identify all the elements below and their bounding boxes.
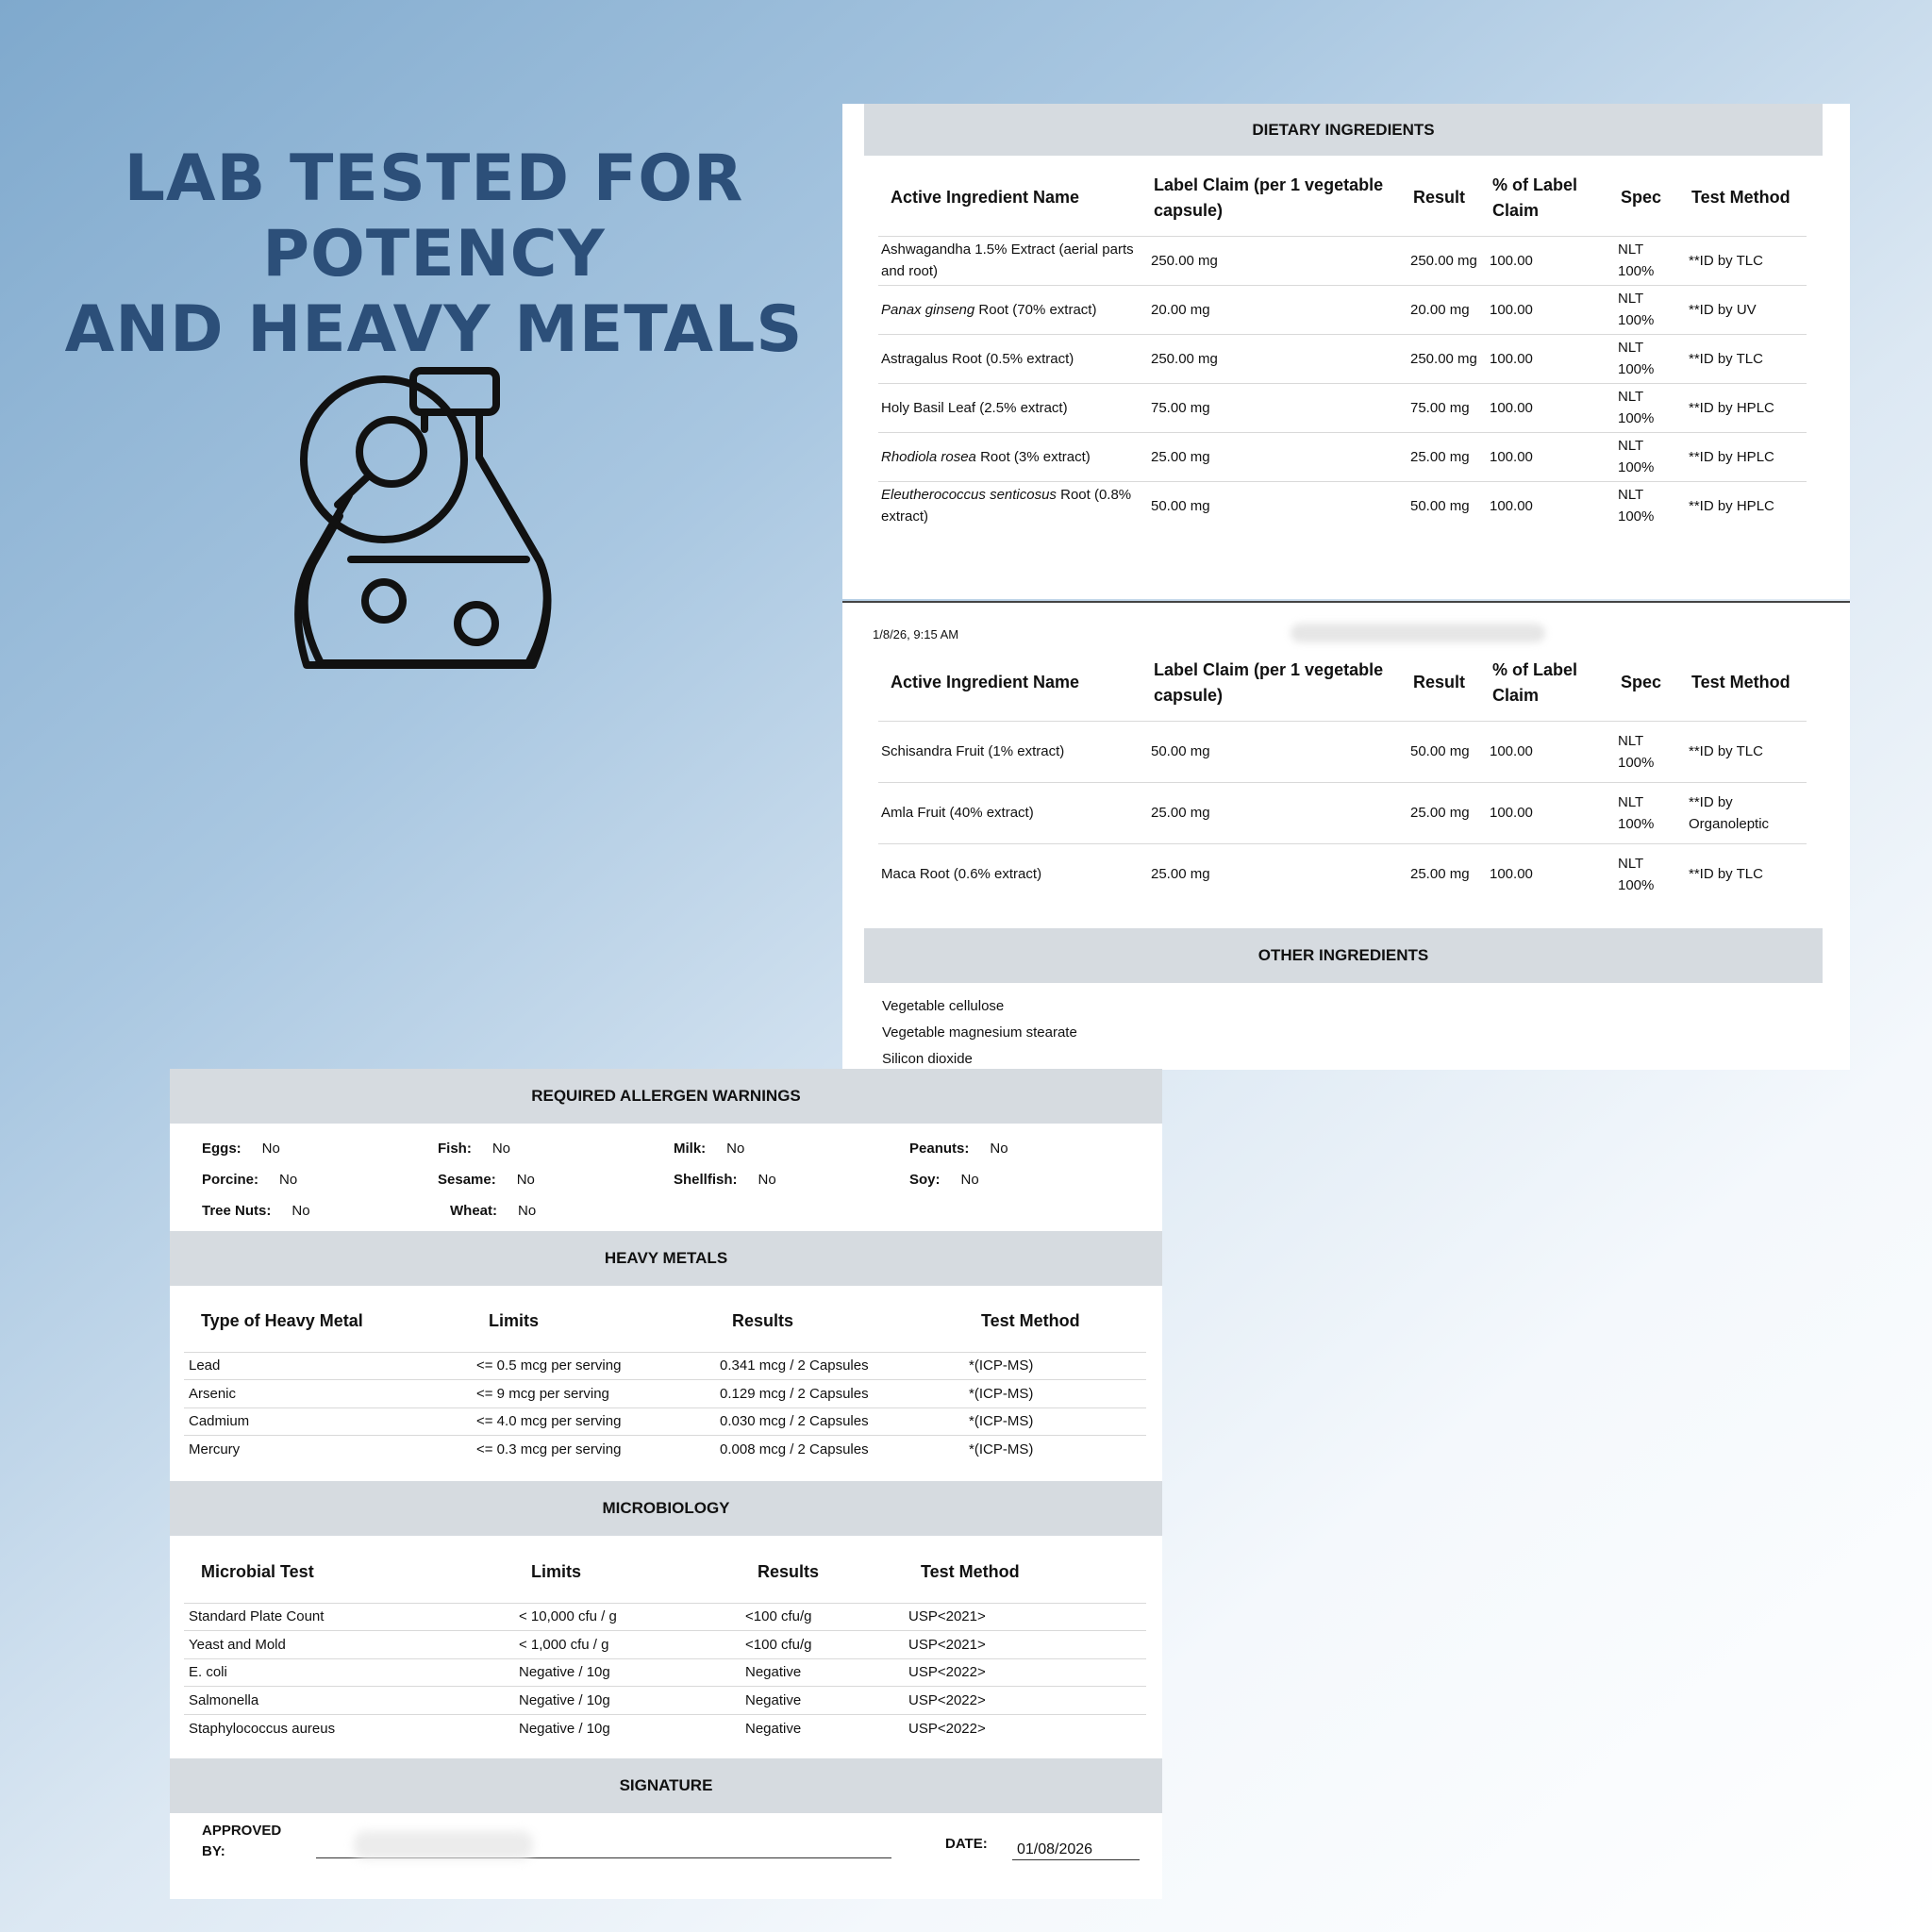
metal-result: 0.008 mcg / 2 Capsules	[720, 1441, 869, 1457]
test-method: **ID by TLC	[1686, 843, 1807, 905]
metal-result: 0.129 mcg / 2 Capsules	[715, 1380, 964, 1408]
col-header: Limits	[489, 1311, 540, 1331]
table-row	[184, 1436, 1146, 1464]
col-header: Results	[758, 1562, 820, 1582]
percent-claim: 100.00	[1487, 432, 1615, 481]
heavy-metals-header: HEAVY METALS	[170, 1231, 1162, 1286]
table-row	[184, 1687, 1146, 1715]
allergen-label: Fish:	[438, 1141, 472, 1157]
microbial-result: Negative	[741, 1687, 904, 1715]
percent-claim: 100.00	[1487, 383, 1615, 432]
table-row	[878, 843, 1807, 905]
metal-method: *(ICP-MS)	[964, 1407, 1146, 1436]
metal-type: Mercury	[189, 1441, 241, 1457]
table-row	[878, 236, 1807, 285]
percent-claim: 100.00	[1487, 481, 1615, 530]
microbial-method: USP<2022>	[904, 1658, 1146, 1687]
percent-claim: 100.00	[1487, 236, 1615, 285]
test-method: **ID by TLC	[1686, 721, 1807, 782]
table-row	[878, 782, 1807, 843]
metal-type: Lead	[184, 1352, 472, 1380]
allergen-item	[674, 1172, 909, 1188]
dietary-ingredients-header: DIETARY INGREDIENTS	[864, 104, 1823, 156]
label-claim: 20.00 mg	[1148, 285, 1407, 334]
col-header: Test Method	[921, 1562, 1020, 1582]
allergen-value: No	[291, 1203, 310, 1219]
col-header: Microbial Test	[201, 1562, 314, 1582]
ingredient-name	[878, 432, 1148, 481]
dietary-ingredients-table	[878, 160, 1807, 530]
metal-limit: <= 4.0 mcg per serving	[472, 1407, 715, 1436]
ingredient-name-text: Ashwagandha 1.5% Extract (aerial parts and root)	[881, 242, 1134, 279]
microbial-method: USP<2021>	[904, 1631, 1146, 1659]
allergen-value: No	[960, 1172, 979, 1188]
col-header: Test Method	[1691, 673, 1790, 692]
spec: NLT 100%	[1615, 481, 1686, 530]
result: 25.00 mg	[1407, 782, 1487, 843]
list-item: Vegetable cellulose	[882, 998, 1005, 1014]
table-header-row	[878, 645, 1807, 721]
allergen-value: No	[261, 1141, 280, 1157]
spec: NLT 100%	[1615, 285, 1686, 334]
test-method: **ID by HPLC	[1686, 383, 1807, 432]
heavy-metals-table	[184, 1291, 1146, 1463]
col-header: Active Ingredient Name	[891, 188, 1080, 208]
test-method: **ID by TLC	[1686, 236, 1807, 285]
spec: NLT 100%	[1615, 782, 1686, 843]
microbial-result: <100 cfu/g	[741, 1603, 904, 1631]
ingredient-name	[878, 334, 1148, 383]
allergen-item	[909, 1141, 1145, 1157]
microbial-method: USP<2022>	[908, 1720, 986, 1737]
metal-limit: <= 0.3 mcg per serving	[476, 1441, 622, 1457]
label-claim: 250.00 mg	[1148, 334, 1407, 383]
result: 250.00 mg	[1407, 236, 1487, 285]
result: 75.00 mg	[1407, 383, 1487, 432]
result: 50.00 mg	[1407, 721, 1487, 782]
metal-type: Arsenic	[184, 1380, 472, 1408]
microbial-result: Negative	[741, 1658, 904, 1687]
col-header: Spec	[1621, 188, 1662, 208]
result: 250.00 mg	[1407, 334, 1487, 383]
col-header: Type of Heavy Metal	[201, 1311, 363, 1331]
ingredient-name-text: Root (70% extract)	[974, 301, 1097, 318]
table-row	[184, 1407, 1146, 1436]
col-header: Results	[732, 1311, 794, 1331]
spec: NLT 100%	[1615, 334, 1686, 383]
allergen-item	[202, 1172, 438, 1188]
ingredient-name-text: Root (3% extract)	[975, 448, 1091, 465]
ingredient-name: Schisandra Fruit (1% extract)	[878, 721, 1148, 782]
table-row	[878, 432, 1807, 481]
ingredient-name-text: Holy Basil Leaf (2.5% extract)	[881, 399, 1068, 416]
microbial-limit: Negative / 10g	[514, 1687, 741, 1715]
allergen-label: Tree Nuts:	[202, 1203, 272, 1219]
hero-title	[28, 142, 840, 368]
allergen-row	[202, 1164, 1145, 1195]
table-row	[184, 1380, 1146, 1408]
table-row	[184, 1352, 1146, 1380]
microbial-test: Salmonella	[184, 1687, 514, 1715]
ingredient-name	[878, 383, 1148, 432]
allergen-item	[674, 1141, 909, 1157]
table-header-row	[184, 1291, 1146, 1352]
result: 50.00 mg	[1407, 481, 1487, 530]
label-claim: 25.00 mg	[1148, 782, 1407, 843]
col-header: % of Label Claim	[1492, 659, 1578, 705]
date-label: DATE:	[945, 1836, 988, 1852]
col-header: Limits	[531, 1562, 582, 1582]
col-header: % of Label Claim	[1492, 175, 1578, 220]
dietary-ingredients-sheet	[842, 104, 1850, 599]
allergen-item	[909, 1172, 1145, 1188]
ingredient-name-italic: Rhodiola rosea	[881, 448, 976, 465]
ingredient-name-text: Astragalus Root (0.5% extract)	[881, 350, 1074, 367]
allergen-item	[438, 1141, 674, 1157]
result: 25.00 mg	[1407, 843, 1487, 905]
hero-title-line2: AND HEAVY METALS	[64, 292, 804, 367]
allergen-value: No	[990, 1141, 1008, 1157]
ingredient-name	[878, 285, 1148, 334]
allergen-label: Wheat:	[450, 1203, 497, 1219]
allergen-label: Milk:	[674, 1141, 707, 1157]
microbiology-header: MICROBIOLOGY	[170, 1481, 1162, 1536]
percent-claim: 100.00	[1487, 721, 1615, 782]
ingredient-name	[878, 236, 1148, 285]
list-item: Silicon dioxide	[882, 1051, 973, 1067]
approved-label-line2: BY:	[202, 1843, 225, 1859]
spec: NLT 100%	[1615, 383, 1686, 432]
allergen-row	[202, 1133, 1145, 1164]
print-timestamp: 1/8/26, 9:15 AM	[873, 627, 959, 641]
percent-claim: 100.00	[1487, 843, 1615, 905]
microbial-result: Negative	[745, 1720, 802, 1737]
table-row	[184, 1714, 1146, 1742]
percent-claim: 100.00	[1487, 285, 1615, 334]
table-header-row	[878, 160, 1807, 236]
spec: NLT 100%	[1615, 843, 1686, 905]
microbial-test: Staphylococcus aureus	[189, 1720, 336, 1737]
allergen-item	[202, 1141, 438, 1157]
metal-type: Cadmium	[184, 1407, 472, 1436]
metal-result: 0.030 mcg / 2 Capsules	[715, 1407, 964, 1436]
col-header: Label Claim (per 1 vegetable capsule)	[1154, 175, 1384, 220]
list-item: Vegetable magnesium stearate	[882, 1024, 1077, 1041]
redacted-text	[1291, 624, 1545, 642]
col-header: Active Ingredient Name	[891, 673, 1080, 692]
table-row	[878, 481, 1807, 530]
col-header: Test Method	[1691, 188, 1790, 208]
microbial-result: <100 cfu/g	[741, 1631, 904, 1659]
microbial-limit: Negative / 10g	[519, 1720, 610, 1737]
allergen-label: Peanuts:	[909, 1141, 970, 1157]
signature-header: SIGNATURE	[170, 1758, 1162, 1813]
ingredient-name: Maca Root (0.6% extract)	[878, 843, 1148, 905]
ingredient-name: Amla Fruit (40% extract)	[878, 782, 1148, 843]
test-method: **ID by UV	[1686, 285, 1807, 334]
hero-title-line1: LAB TESTED FOR POTENCY	[124, 142, 744, 291]
microbial-limit: < 1,000 cfu / g	[514, 1631, 741, 1659]
allergen-item	[450, 1203, 698, 1219]
allergen-warnings-header: REQUIRED ALLERGEN WARNINGS	[170, 1069, 1162, 1124]
other-ingredients-list	[882, 993, 1077, 1073]
allergen-label: Porcine:	[202, 1172, 259, 1188]
table-row	[878, 721, 1807, 782]
col-header: Label Claim (per 1 vegetable capsule)	[1154, 659, 1384, 705]
table-row	[878, 285, 1807, 334]
approved-label-line1: APPROVED	[202, 1823, 282, 1839]
approved-by-label	[202, 1821, 281, 1862]
table-header-row	[184, 1542, 1146, 1603]
test-method: **ID by HPLC	[1686, 481, 1807, 530]
microbial-limit: Negative / 10g	[514, 1658, 741, 1687]
label-claim: 50.00 mg	[1148, 481, 1407, 530]
allergen-value: No	[491, 1141, 511, 1157]
metal-method: *(ICP-MS)	[964, 1380, 1146, 1408]
result: 20.00 mg	[1407, 285, 1487, 334]
allergen-label: Eggs:	[202, 1141, 242, 1157]
result: 25.00 mg	[1407, 432, 1487, 481]
allergen-item	[438, 1172, 674, 1188]
test-method: **ID by Organoleptic	[1686, 782, 1807, 843]
redacted-signature	[354, 1831, 533, 1859]
allergen-label: Sesame:	[438, 1172, 496, 1188]
metal-method: *(ICP-MS)	[969, 1441, 1034, 1457]
allergen-value: No	[758, 1172, 776, 1188]
ingredient-name-text: Root (0.8% extract)	[881, 487, 1132, 525]
label-claim: 25.00 mg	[1148, 843, 1407, 905]
allergen-row	[202, 1195, 1145, 1226]
microbial-method: USP<2022>	[904, 1687, 1146, 1715]
table-row	[878, 383, 1807, 432]
test-method: **ID by TLC	[1686, 334, 1807, 383]
label-claim: 250.00 mg	[1148, 236, 1407, 285]
table-row	[878, 334, 1807, 383]
continued-ingredients-sheet	[842, 601, 1850, 1070]
spec: NLT 100%	[1615, 236, 1686, 285]
col-header: Result	[1413, 673, 1466, 692]
label-claim: 25.00 mg	[1148, 432, 1407, 481]
test-method: **ID by HPLC	[1686, 432, 1807, 481]
col-header: Test Method	[981, 1311, 1080, 1331]
allergen-value: No	[279, 1172, 298, 1188]
metal-limit: <= 9 mcg per serving	[472, 1380, 715, 1408]
microbial-test: Yeast and Mold	[184, 1631, 514, 1659]
continued-ingredients-table	[878, 645, 1807, 905]
col-header: Spec	[1621, 673, 1662, 692]
allergen-label: Shellfish:	[674, 1172, 738, 1188]
microbial-method: USP<2021>	[904, 1603, 1146, 1631]
allergen-value: No	[518, 1203, 537, 1219]
percent-claim: 100.00	[1487, 782, 1615, 843]
microbial-limit: < 10,000 cfu / g	[514, 1603, 741, 1631]
other-ingredients-header: OTHER INGREDIENTS	[864, 928, 1823, 983]
table-row	[184, 1631, 1146, 1659]
ingredient-name-italic: Panax ginseng	[881, 301, 975, 318]
microbial-test: E. coli	[184, 1658, 514, 1687]
metal-result: 0.341 mcg / 2 Capsules	[715, 1352, 964, 1380]
ingredient-name	[878, 481, 1148, 530]
allergen-label: Soy:	[909, 1172, 941, 1188]
spec: NLT 100%	[1615, 721, 1686, 782]
date-value: 01/08/2026	[1012, 1840, 1140, 1860]
ingredient-name-italic: Eleutherococcus senticosus	[881, 487, 1057, 504]
allergen-value: No	[516, 1172, 535, 1188]
microbiology-table	[184, 1542, 1146, 1742]
label-claim: 50.00 mg	[1148, 721, 1407, 782]
table-row	[184, 1658, 1146, 1687]
metal-method: *(ICP-MS)	[964, 1352, 1146, 1380]
percent-claim: 100.00	[1487, 334, 1615, 383]
safety-sheet	[170, 1069, 1162, 1899]
col-header: Result	[1413, 188, 1466, 208]
allergen-grid	[202, 1133, 1145, 1226]
table-row	[184, 1603, 1146, 1631]
flask-magnifier-icon	[292, 363, 594, 675]
metal-limit: <= 0.5 mcg per serving	[472, 1352, 715, 1380]
allergen-item	[202, 1203, 450, 1219]
allergen-value: No	[726, 1141, 745, 1157]
microbial-test: Standard Plate Count	[184, 1603, 514, 1631]
label-claim: 75.00 mg	[1148, 383, 1407, 432]
spec: NLT 100%	[1615, 432, 1686, 481]
